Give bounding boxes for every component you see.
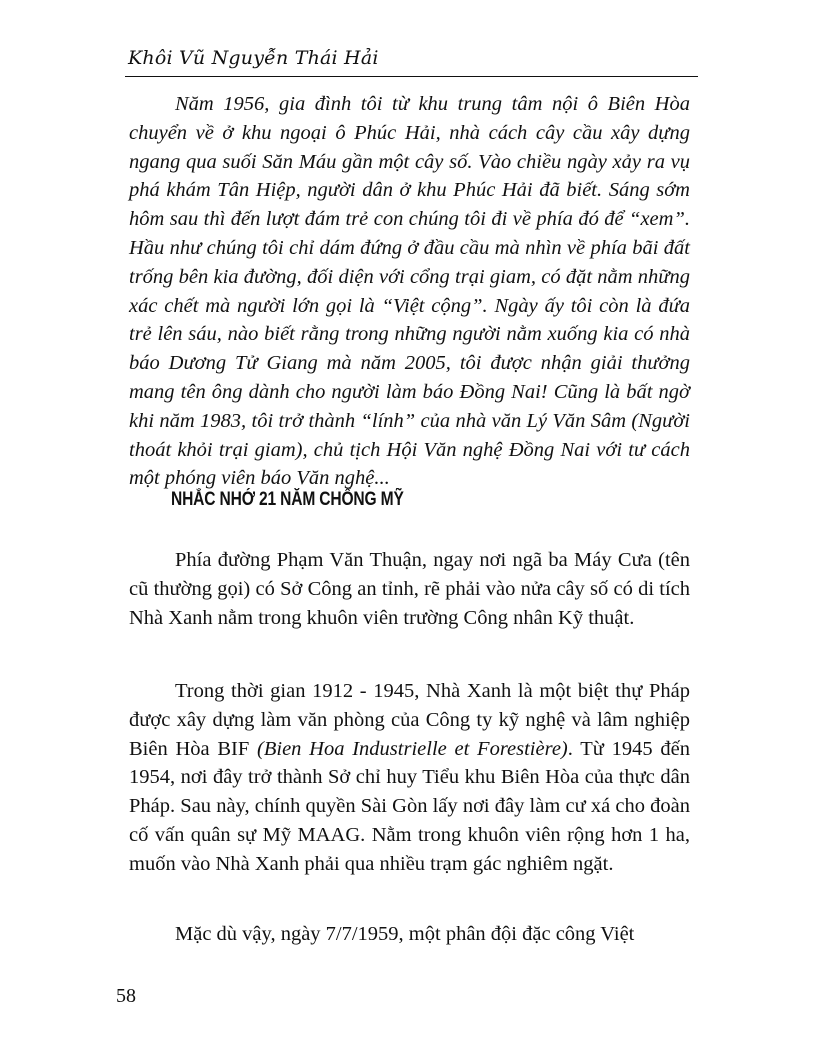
paragraph-text: . Từ 1945 đến 1954, nơi đây trở thành Sở chỉ huy Tiểu khu Biên Hòa của thực dân Pháp. Sau này, chính quyền Sài Gòn lấy nơi đây làm cư xá cho đoàn cố vấn quân sự Mỹ MAAG. Nằm trong khuôn viên rộng hơn 1 ha, muốn vào Nhà Xanh phải qua nhiều trạm gác nghiêm ngặt. xyxy=(129,737,690,875)
paragraph: Mặc dù vậy, ngày 7/7/1959, một phân đội đặc công Việt xyxy=(175,923,635,945)
paragraph-text: Trong thời gian 1912 - 1945, Nhà Xanh là một biệt thự Pháp được xây dựng làm văn phòng của Công ty kỹ nghệ và lâm nghiệp Biên Hòa BIF xyxy=(129,680,690,760)
page-number: 58 xyxy=(116,985,136,1007)
paragraph xyxy=(129,677,690,879)
italic-french-name: (Bien Hoa Industrielle et Forestière) xyxy=(257,737,568,760)
paragraph-block-1 xyxy=(129,546,690,632)
paragraph-block-2 xyxy=(129,677,690,879)
paragraph: Phía đường Phạm Văn Thuận, ngay nơi ngã ba Máy Cưa (tên cũ thường gọi) có Sở Công an tỉnh, rẽ phải vào nửa cây số có di tích Nhà Xanh nằm trong khuôn viên trường Công nhân Kỹ thuật. xyxy=(129,549,690,629)
paragraph-block-3 xyxy=(129,920,690,949)
intro-paragraph: Năm 1956, gia đình tôi từ khu trung tâm nội ô Biên Hòa chuyển về ở khu ngoại ô Phúc Hải, nhà cách cây cầu xây dựng ngang qua suối Săn Máu gần một cây số. Vào chiều ngày xảy ra vụ phá khám Tân Hiệp, người dân ở khu Phúc Hải đã biết. Sáng sớm hôm sau thì đến lượt đám trẻ con chúng tôi đi về phía đó để “xem”. Hầu như chúng tôi chỉ dám đứng ở đầu cầu mà nhìn về phía bãi đất trống bên kia đường, đối diện với cổng trại giam, có đặt nằm những xác chết mà người lớn gọi là “Việt cộng”. Ngày ấy tôi còn là đứa trẻ lên sáu, nào biết rằng trong những người nằm xuống kia có nhà báo Dương Tử Giang mà năm 2005, tôi được nhận giải thưởng mang tên ông dành cho người làm báo Đồng Nai! Cũng là bất ngờ khi năm 1983, tôi trở thành “lính” của nhà văn Lý Văn Sâm (Người thoát khỏi trại giam), chủ tịch Hội Văn nghệ Đồng Nai với tư cách một phóng viên báo Văn nghệ... xyxy=(129,93,690,490)
section-heading: NHẮC NHỚ 21 NĂM CHỐNG MỸ xyxy=(171,489,404,510)
intro-paragraph-block xyxy=(129,90,690,493)
running-head-author: Khôi Vũ Nguyễn Thái Hải xyxy=(128,47,379,69)
header-rule xyxy=(125,76,698,77)
